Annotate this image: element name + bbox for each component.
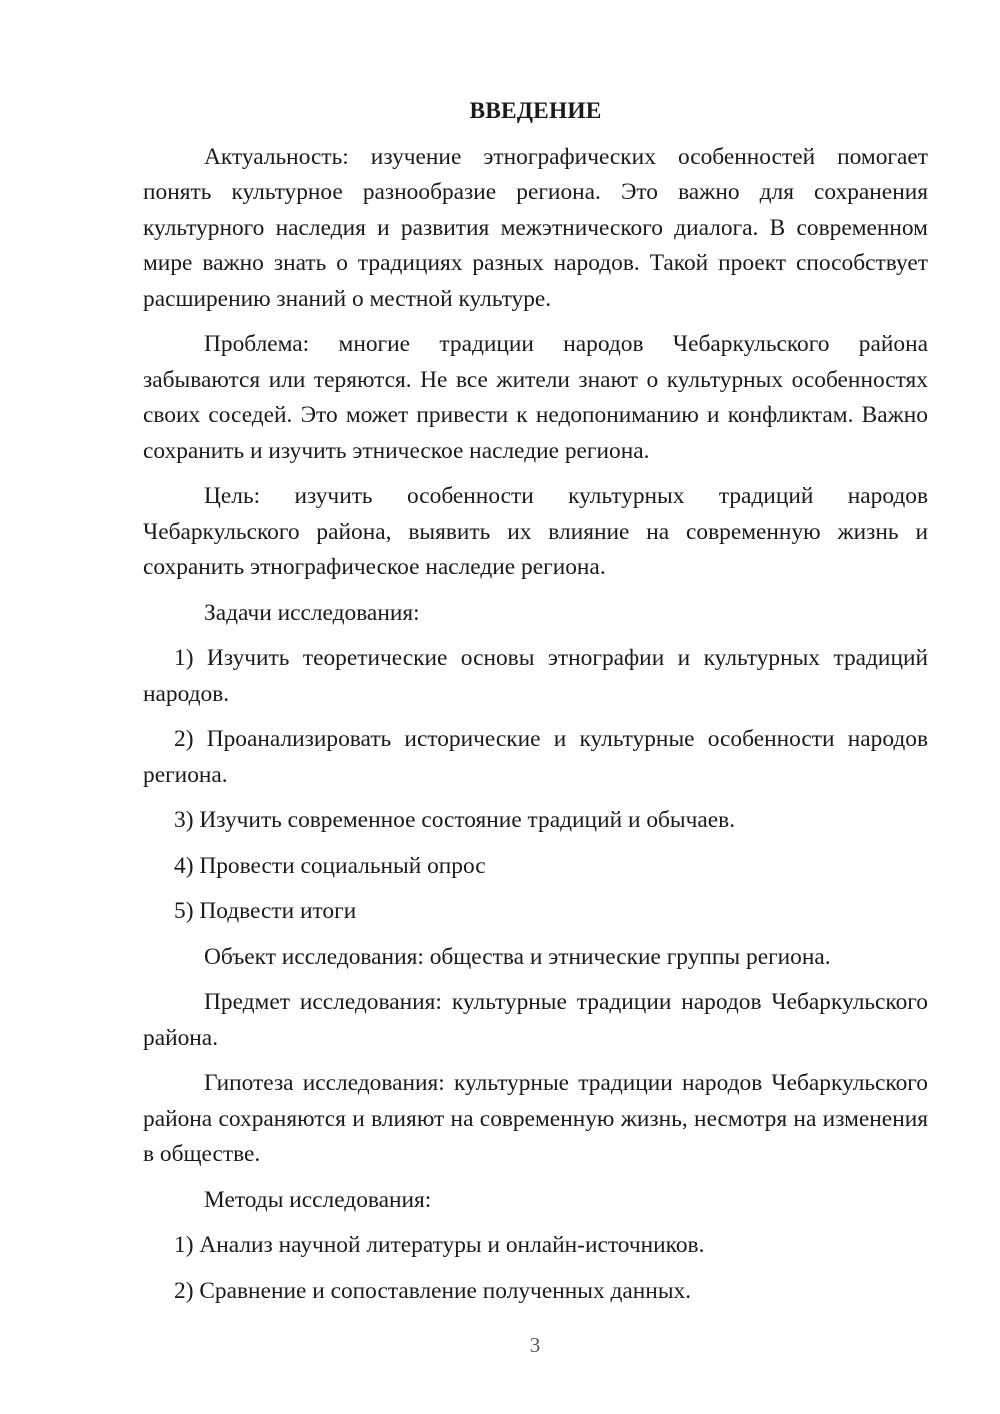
task-item-1: 1) Изучить теоретические основы этнографии и культурных традиций народов. bbox=[143, 645, 928, 707]
tasks-heading: Задачи исследования: bbox=[204, 599, 420, 626]
task-item-5: 5) Подвести итоги bbox=[174, 898, 357, 924]
task-item-3: 3) Изучить современное состояние традиций и обычаев. bbox=[174, 807, 736, 833]
page-content bbox=[143, 94, 928, 1319]
subject-paragraph: Предмет исследования: культурные традиции народов Чебаркульского района. bbox=[143, 989, 928, 1051]
methods-heading: Методы исследования: bbox=[204, 1186, 432, 1213]
task-item-4: 4) Провести социальный опрос bbox=[174, 852, 486, 879]
hypothesis-paragraph: Гипотеза исследования: культурные традиции народов Чебаркульского района сохраняются и влияют на современную жизнь, несмотря на изменения в обществе. bbox=[143, 1070, 928, 1167]
section-title: ВВЕДЕНИЕ bbox=[469, 98, 602, 124]
goal-paragraph: Цель: изучить особенности культурных традиций народов Чебаркульского района, выявить их влияние на современную жизнь и сохранить этнографическое наследие региона. bbox=[143, 483, 928, 580]
method-item-1: 1) Анализ научной литературы и онлайн-источников. bbox=[174, 1232, 705, 1258]
method-item-2: 2) Сравнение и сопоставление полученных данных. bbox=[174, 1277, 692, 1304]
page-number: 3 bbox=[529, 1333, 541, 1357]
relevance-paragraph: Актуальность: изучение этнографических особенностей помогает понять культурное разнообразие региона. Это важно для сохранения культурного наследия и развития межэтнического диалога. В современном мире важно знать о традициях разных народов. Такой проект способствует расширению знаний о местной культуре. bbox=[143, 143, 928, 312]
problem-paragraph: Проблема: многие традиции народов Чебаркульского района забываются или теряются. Не все жители знают о культурных особенностях своих соседей. Это может привести к недопониманию и конфликтам. Важно сохранить и изучить этническое наследие региона. bbox=[143, 331, 928, 464]
object-paragraph: Объект исследования: общества и этнические группы региона. bbox=[204, 943, 831, 970]
task-item-2: 2) Проанализировать исторические и культурные особенности народов региона. bbox=[143, 726, 928, 788]
